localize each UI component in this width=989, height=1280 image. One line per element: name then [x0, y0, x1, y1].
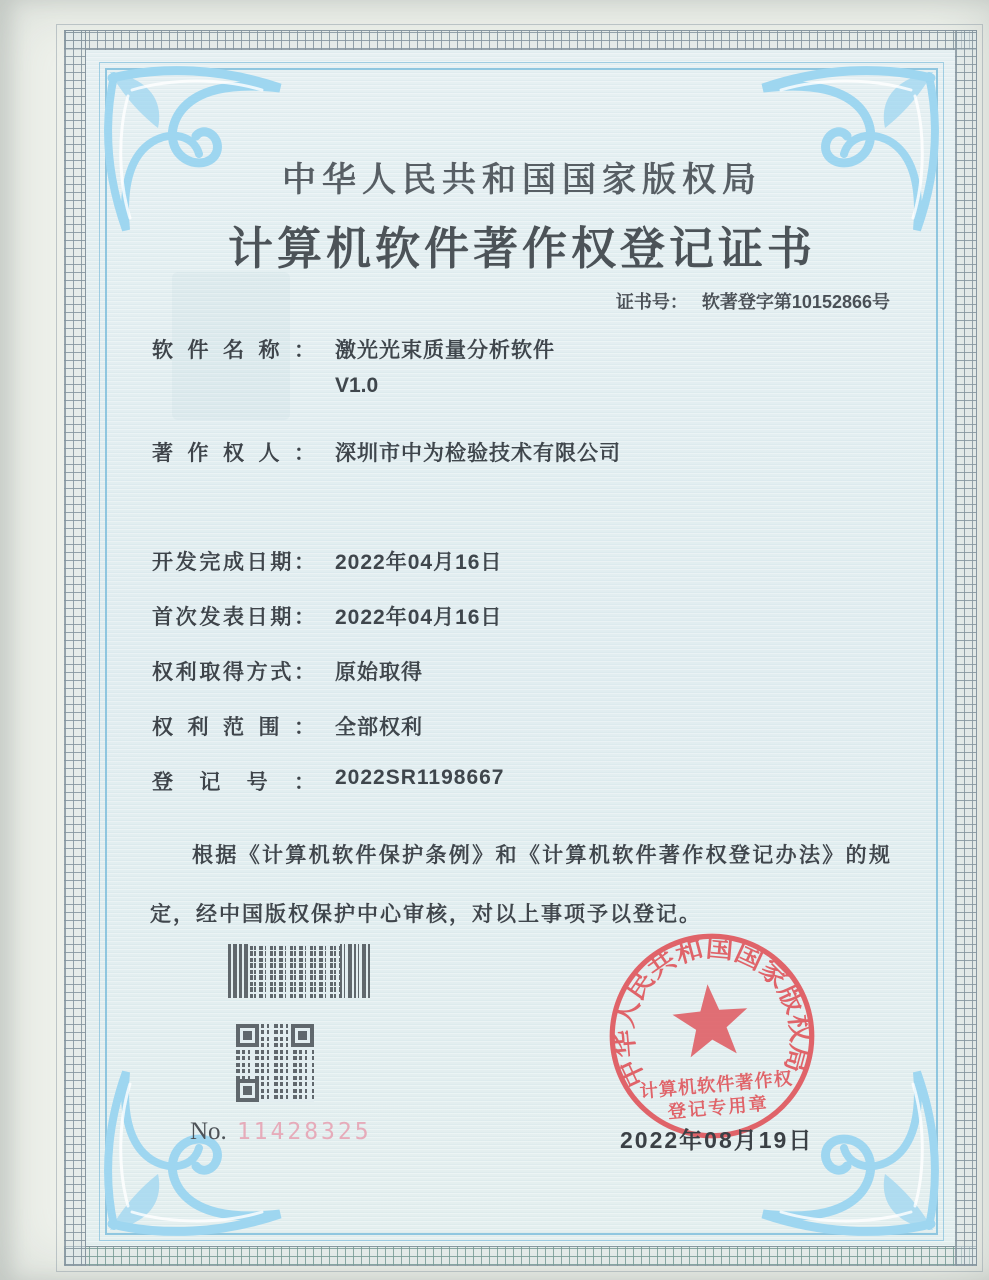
seal-ring-text: 中华人民共和国国家版权局: [608, 932, 816, 1093]
serial-digits: 11428325: [236, 1119, 372, 1145]
field-rights-scope: [152, 711, 423, 741]
seal-line2: 登记专用章: [666, 1093, 770, 1123]
certificate-number-label: 证书号：: [615, 292, 688, 312]
field-rights-acquisition: [152, 656, 423, 686]
barcode-image: [228, 944, 370, 998]
field-registration-number: [152, 766, 505, 796]
field-value: 2022年04月16日: [335, 606, 503, 629]
greek-key-border-right: [955, 30, 977, 1266]
field-value: 2022SR1198667: [335, 766, 505, 789]
seal-line1: 计算机软件著作权: [638, 1068, 794, 1102]
barcode-right-bars: [340, 944, 370, 998]
field-label: 软件名称：: [152, 339, 315, 362]
serial-number: [190, 1118, 372, 1146]
official-seal: [597, 921, 827, 1151]
greek-key-border-left: [64, 30, 86, 1266]
qr-finder-icon: [236, 1024, 259, 1047]
field-label: 权利范围：: [152, 716, 315, 739]
field-label: 权利取得方式：: [152, 661, 315, 684]
barcode-left-bars: [228, 944, 250, 998]
software-name-value: 激光光束质量分析软件: [335, 339, 555, 362]
field-label: 著作权人：: [152, 442, 315, 465]
serial-prefix: No.: [190, 1118, 227, 1145]
qr-code-image: [236, 1024, 314, 1102]
field-copyright-owner: [152, 437, 621, 467]
field-label: 开发完成日期：: [152, 551, 315, 574]
greek-key-border-top: [64, 30, 977, 50]
star-icon: [670, 981, 751, 1059]
field-value: 原始取得: [335, 661, 423, 684]
field-label: 登记号：: [152, 771, 315, 794]
field-label: 首次发表日期：: [152, 606, 315, 629]
issue-date: 2022年08月19日: [620, 1127, 814, 1153]
registration-statement: 根据《计算机软件保护条例》和《计算机软件著作权登记办法》的规定，经中国版权保护中心审核，对以上事项予以登记。: [150, 844, 892, 926]
field-development-date: [152, 546, 502, 576]
field-value: 全部权利: [335, 716, 423, 739]
field-publish-date: [152, 601, 502, 631]
greek-key-border-bottom: [64, 1246, 977, 1266]
field-value: [335, 334, 555, 398]
qr-finder-icon: [236, 1079, 259, 1102]
certificate-number-value: 软著登字第10152866号: [701, 292, 890, 312]
authority-title: 中华人民共和国国家版权局: [282, 161, 762, 199]
certificate-number: [616, 288, 890, 314]
field-value: 深圳市中为检验技术有限公司: [335, 442, 621, 465]
barcode-data-region: [250, 944, 340, 998]
certificate-title: 计算机软件著作权登记证书: [227, 224, 816, 274]
field-software-name: [152, 334, 555, 398]
qr-finder-icon: [291, 1024, 314, 1047]
field-value: 2022年04月16日: [335, 551, 503, 574]
software-version-value: V1.0: [335, 374, 379, 397]
